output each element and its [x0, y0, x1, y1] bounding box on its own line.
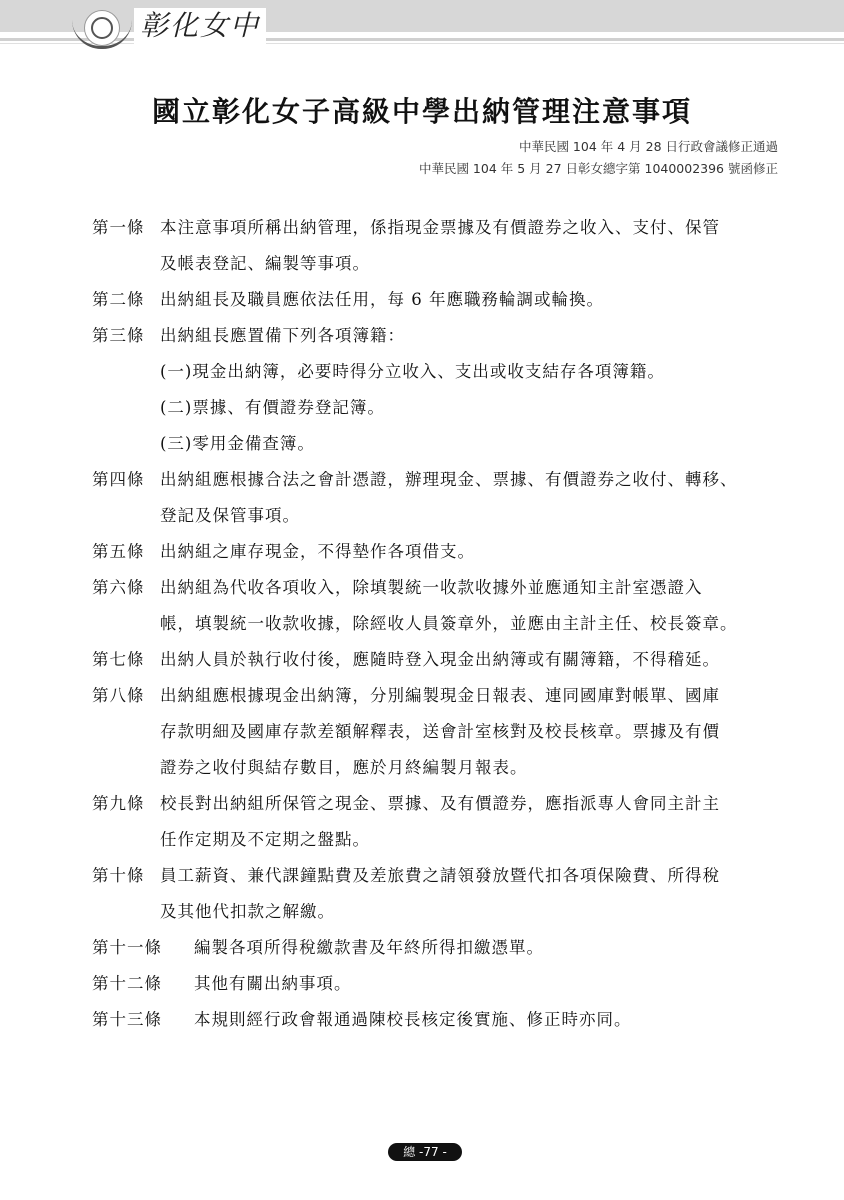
article-label: 第十一條 [92, 938, 162, 957]
article-label: 第四條 [92, 470, 145, 489]
article-text: 任作定期及不定期之盤點。 [160, 830, 370, 849]
article-line [92, 426, 792, 462]
article-label: 第六條 [92, 578, 145, 597]
article-line [92, 318, 792, 354]
article-text: 員工薪資、兼代課鐘點費及差旅費之請領發放暨代扣各項保險費、所得稅 [160, 866, 720, 885]
article-text: 出納組為代收各項收入，除填製統一收款收據外並應通知主計室憑證入 [160, 578, 703, 597]
page-number: 總 -77 - [388, 1143, 462, 1161]
article-line [92, 282, 792, 318]
article-text: (二)票據、有價證券登記簿。 [160, 398, 385, 417]
article-line [92, 642, 792, 678]
article-line [92, 786, 792, 822]
article-text: 本注意事項所稱出納管理，係指現金票據及有價證券之收入、支付、保管 [160, 218, 720, 237]
article-label: 第二條 [92, 290, 145, 309]
article-text: 本規則經行政會報通過陳校長核定後實施、修正時亦同。 [194, 1010, 632, 1029]
article-line [92, 714, 792, 750]
article-line [92, 390, 792, 426]
school-name-script: 彰化女中 [134, 8, 266, 44]
article-text: 存款明細及國庫存款差額解釋表，送會計室核對及校長核章。票據及有價 [160, 722, 720, 741]
article-text: 編製各項所得稅繳款書及年終所得扣繳憑單。 [194, 938, 544, 957]
article-text: (三)零用金備查簿。 [160, 434, 315, 453]
article-label: 第五條 [92, 542, 145, 561]
header-rule-thin [0, 43, 844, 44]
article-line [92, 750, 792, 786]
article-text: 出納組長應置備下列各項簿籍： [160, 326, 405, 345]
article-text: (一)現金出納簿，必要時得分立收入、支出或收支結存各項簿籍。 [160, 362, 665, 381]
articles-list [92, 210, 792, 1038]
school-emblem-icon [84, 10, 120, 46]
article-line [92, 498, 792, 534]
article-line [92, 210, 792, 246]
article-text: 帳，填製統一收款收據，除經收人員簽章外，並應由主計主任、校長簽章。 [160, 614, 738, 633]
article-line [92, 606, 792, 642]
article-label: 第十三條 [92, 1010, 162, 1029]
article-line [92, 534, 792, 570]
article-label: 第十條 [92, 866, 145, 885]
article-text: 登記及保管事項。 [160, 506, 300, 525]
article-line [92, 570, 792, 606]
article-label: 第九條 [92, 794, 145, 813]
article-line [92, 1002, 792, 1038]
article-line [92, 966, 792, 1002]
article-label: 第七條 [92, 650, 145, 669]
article-text: 出納組之庫存現金，不得墊作各項借支。 [160, 542, 475, 561]
article-line [92, 246, 792, 282]
article-line [92, 858, 792, 894]
article-label: 第十二條 [92, 974, 162, 993]
article-line [92, 678, 792, 714]
article-line [92, 894, 792, 930]
header-rule [0, 38, 844, 41]
page-header [0, 0, 844, 46]
article-line [92, 822, 792, 858]
article-text: 其他有關出納事項。 [194, 974, 352, 993]
document-title: 國立彰化女子高級中學出納管理注意事項 [151, 95, 692, 128]
article-text: 出納人員於執行收付後，應隨時登入現金出納簿或有關簿籍，不得稽延。 [160, 650, 720, 669]
amendment-note: 中華民國 104 年 5 月 27 日彰女總字第 1040002396 號函修正 [418, 161, 778, 176]
article-line [92, 354, 792, 390]
article-label: 第八條 [92, 686, 145, 705]
amendment-note: 中華民國 104 年 4 月 28 日行政會議修正通過 [518, 139, 778, 154]
article-text: 出納組應根據現金出納簿，分別編製現金日報表、連同國庫對帳單、國庫 [160, 686, 720, 705]
article-label: 第一條 [92, 218, 145, 237]
article-label: 第三條 [92, 326, 145, 345]
article-line [92, 930, 792, 966]
article-text: 及帳表登記、編製等事項。 [160, 254, 370, 273]
article-text: 證券之收付與結存數目，應於月終編製月報表。 [160, 758, 528, 777]
article-text: 出納組應根據合法之會計憑證，辦理現金、票據、有價證券之收付、轉移、 [160, 470, 738, 489]
article-text: 及其他代扣款之解繳。 [160, 902, 335, 921]
article-text: 校長對出納組所保管之現金、票據、及有價證券，應指派專人會同主計主 [160, 794, 720, 813]
article-line [92, 462, 792, 498]
article-text: 出納組長及職員應依法任用，每 6 年應職務輪調或輪換。 [160, 290, 604, 309]
